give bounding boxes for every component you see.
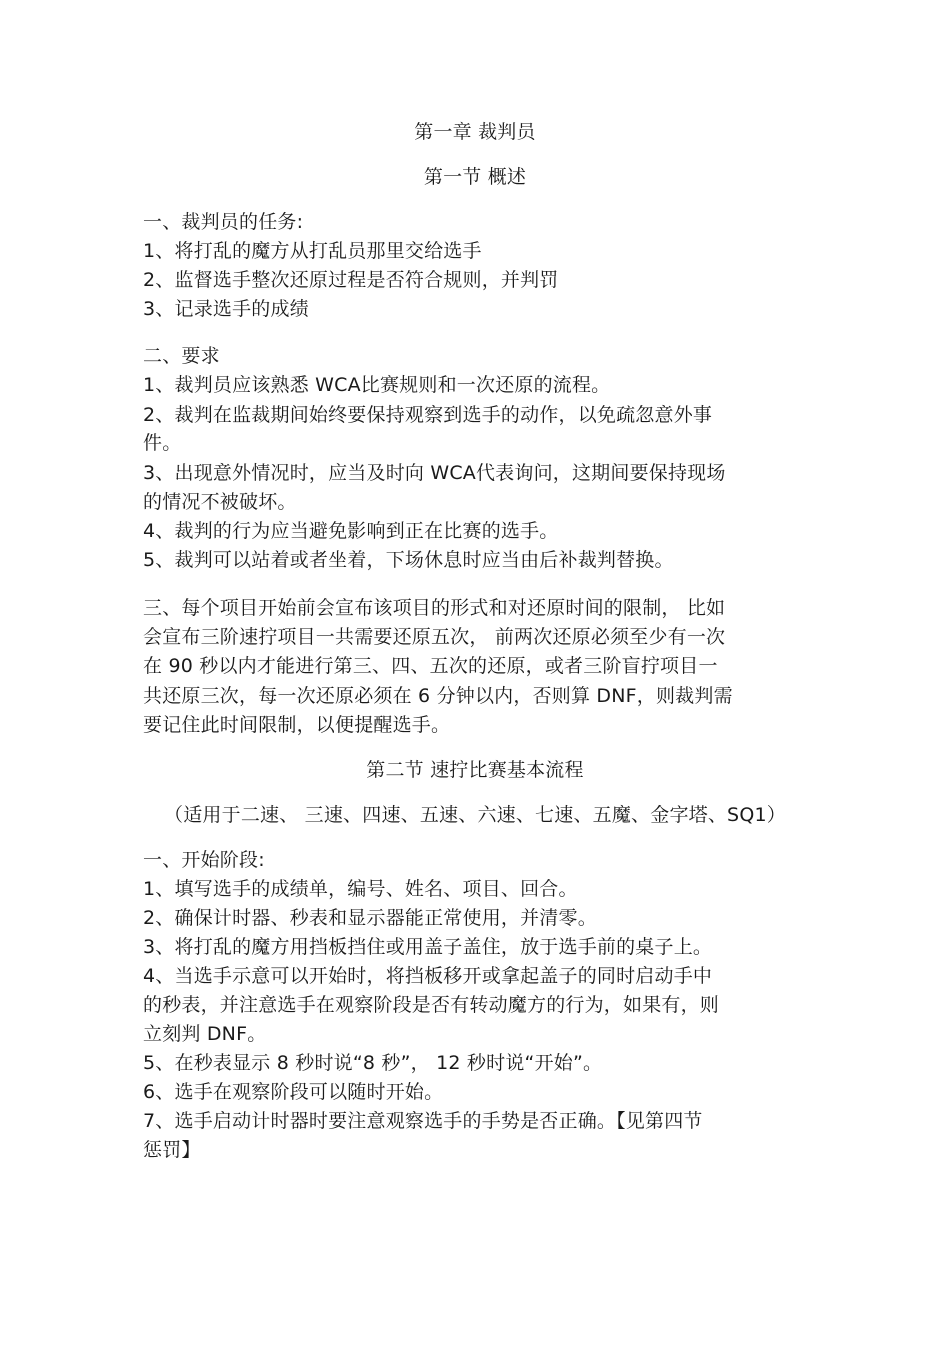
- tasks-heading: 一、裁判员的任务:: [143, 211, 304, 233]
- start-phase-line: 5、在秒表显示 8 秒时说“8 秒”， 12 秒时说“开始”。: [143, 1052, 603, 1074]
- start-phase-line: 2、确保计时器、秒表和显示器能正常使用，并清零。: [143, 907, 597, 929]
- time-limit-line: 要记住此时间限制，以便提醒选手。: [143, 714, 451, 736]
- chapter-title: 第一章 裁判员: [414, 121, 536, 143]
- start-phase-line: 6、选手在观察阶段可以随时开始。: [143, 1081, 444, 1103]
- requirements-line: 5、裁判可以站着或者坐着，下场休息时应当由后补裁判替换。: [143, 549, 674, 571]
- time-limit-line: 三、每个项目开始前会宣布该项目的形式和对还原时间的限制， 比如: [143, 597, 726, 619]
- requirements-line: 4、裁判的行为应当避免影响到正在比赛的选手。: [143, 520, 559, 542]
- time-limit-line: 会宣布三阶速拧项目一共需要还原五次， 前两次还原必须至少有一次: [143, 626, 726, 648]
- start-phase-line: 3、将打乱的魔方用挡板挡住或用盖子盖住，放于选手前的桌子上。: [143, 936, 713, 958]
- start-phase-heading: 一、开始阶段:: [143, 849, 265, 871]
- start-phase-line: 4、当选手示意可以开始时，将挡板移开或拿起盖子的同时启动手中: [143, 965, 713, 987]
- section-subtitle: （适用于二速、 三速、四速、五速、六速、七速、五魔、金字塔、SQ1）: [164, 804, 786, 826]
- start-phase-line: 1、填写选手的成绩单，编号、姓名、项目、回合。: [143, 878, 578, 900]
- requirements-line: 3、出现意外情况时，应当及时向 WCA代表询问，这期间要保持现场: [143, 462, 726, 484]
- start-phase-line: 立刻判 DNF。: [143, 1023, 267, 1045]
- requirements-line: 2、裁判在监裁期间始终要保持观察到选手的动作，以免疏忽意外事: [143, 404, 713, 426]
- tasks-item: 3、记录选手的成绩: [143, 298, 309, 320]
- section-title: 第一节 概述: [423, 166, 527, 188]
- requirements-line: 1、裁判员应该熟悉 WCA比赛规则和一次还原的流程。: [143, 374, 611, 396]
- section-title: 第二节 速拧比赛基本流程: [366, 759, 584, 781]
- start-phase-line: 的秒表，并注意选手在观察阶段是否有转动魔方的行为，如果有，则: [143, 994, 720, 1016]
- requirements-line: 件。: [143, 432, 182, 454]
- requirements-line: 的情况不被破坏。: [143, 491, 297, 513]
- tasks-item: 2、监督选手整次还原过程是否符合规则，并判罚: [143, 269, 559, 291]
- time-limit-line: 共还原三次，每一次还原必须在 6 分钟以内，否则算 DNF，则裁判需: [143, 685, 733, 707]
- tasks-item: 1、将打乱的魔方从打乱员那里交给选手: [143, 240, 482, 262]
- time-limit-line: 在 90 秒以内才能进行第三、四、五次的还原，或者三阶盲拧项目一: [143, 655, 718, 677]
- requirements-heading: 二、要求: [143, 345, 220, 367]
- start-phase-line: 惩罚】: [143, 1139, 201, 1161]
- start-phase-line: 7、选手启动计时器时要注意观察选手的手势是否正确。【见第四节: [143, 1110, 703, 1132]
